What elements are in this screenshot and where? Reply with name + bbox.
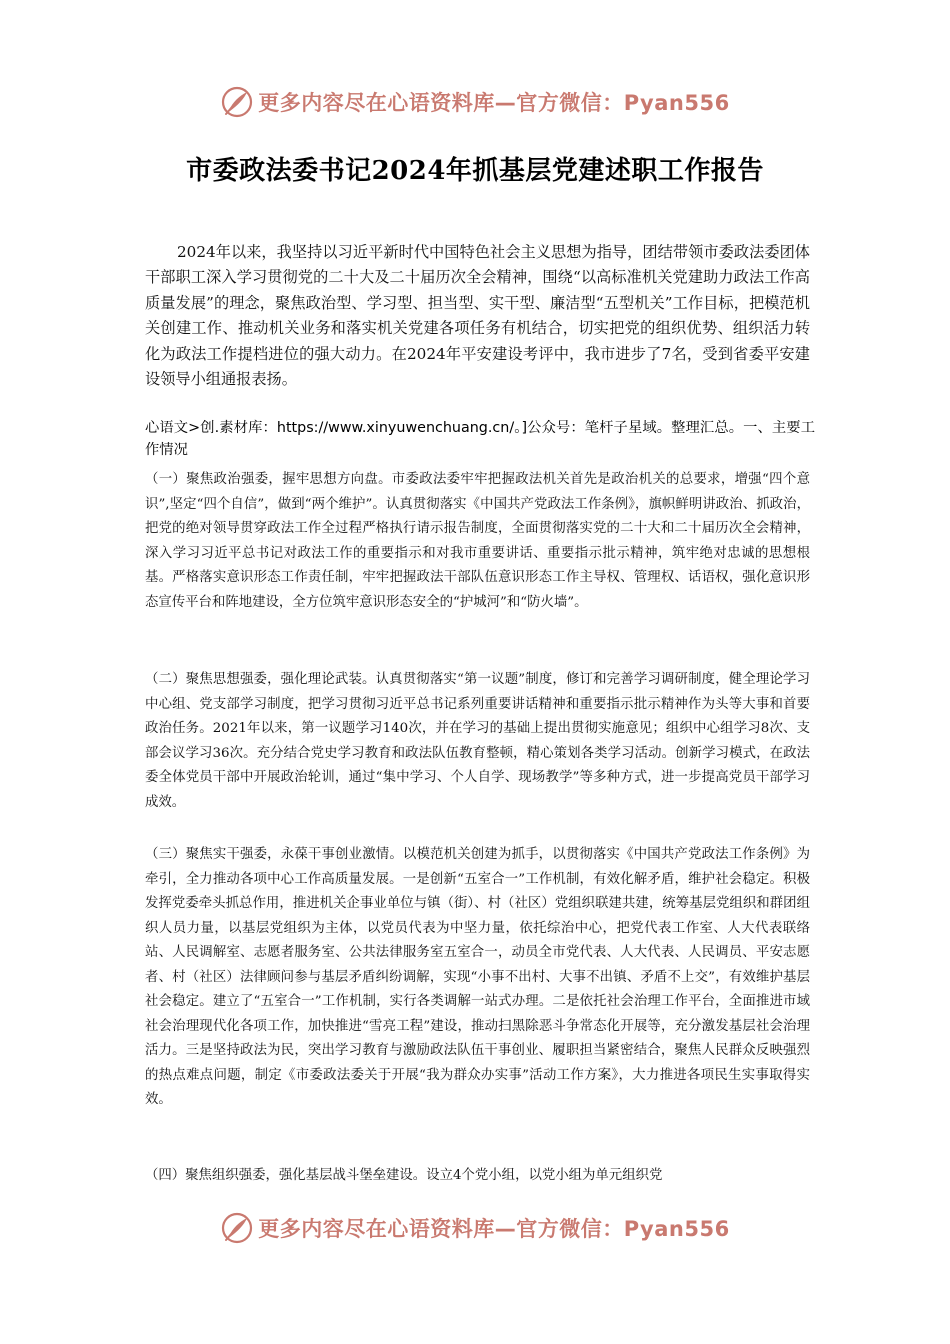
section-paragraph: （二）聚焦思想强委，强化理论武装。认真贯彻落实“第一议题”制度，修订和完善学习调研制度，健全理论学习中心组、党支部学习制度，把学习贯彻习近平总书记系列重要讲话精神和重要指示批示精神作为头等大事和首要政治任务。2021年以来，第一议题学习140次，并在学习的基础上提出贯彻实施意见；组织中心组学习8次、支部会议学习36次。充分结合党史学习教育和政法队伍教育整顿，精心策划各类学习活动。创新学习模式，在政法委全体党员干部中开展政治轮训，通过“集中学习、个人自学、现场教学”等多种方式，进一步提高党员干部学习成效。 bbox=[145, 672, 810, 810]
section-paragraph: （一）聚焦政治强委，握牢思想方向盘。市委政法委牢牢把握政法机关首先是政治机关的总要求，增强“四个意识”,坚定“四个自信”，做到“两个维护”。认真贯彻落实《中国共产党政法工作条例》，旗帜鲜明讲政治、抓政治，把党的绝对领导贯穿政法工作全过程严格执行请示报告制度，全面贯彻落实党的二十大和二十届历次全会精神，深入学习习近平总书记对政法工作的重要指示和对我市重要讲话、重要指示批示精神，筑牢绝对忠诚的思想根基。严格落实意识形态工作责任制，牢牢把握政法干部队伍意识形态工作主导权、管理权、话语权，强化意识形态宣传平台和阵地建设，全方位筑牢意识形态安全的“护城河”和“防火墙”。 bbox=[145, 472, 810, 610]
watermark-text: 更多内容尽在心语资料库—官方微信：Pyan556 bbox=[258, 91, 730, 115]
source-and-heading-line: 心语文>创.素材库：https://www.xinyuwenchuang.cn/。]公众号：笔杆子星域。整理汇总。一、主要工作情况 bbox=[145, 420, 815, 458]
pen-leaf-logo-icon bbox=[220, 85, 254, 119]
section-paragraph: （四）聚焦组织强委，强化基层战斗堡垒建设。设立4个党小组，以党小组为单元组织党 bbox=[145, 1168, 663, 1183]
watermark-text: 更多内容尽在心语资料库—官方微信：Pyan556 bbox=[258, 1217, 730, 1241]
document-title: 市委政法委书记2024年抓基层党建述职工作报告 bbox=[186, 156, 764, 186]
pen-leaf-logo-icon bbox=[220, 1211, 254, 1245]
header-watermark-banner bbox=[0, 82, 950, 122]
intro-paragraph: 2024年以来，我坚持以习近平新时代中国特色社会主义思想为指导，团结带领市委政法委团体干部职工深入学习贯彻党的二十大及二十届历次全会精神，围绕“以高标准机关党建助力政法工作高质量发展”的理念，聚焦政治型、学习型、担当型、实干型、廉洁型“五型机关”工作目标，把模范机关创建工作、推动机关业务和落实机关党建各项任务有机结合，切实把党的组织优势、组织活力转化为政法工作提档进位的强大动力。在2024年平安建设考评中，我市进步了7名，受到省委平安建设领导小组通报表扬。 bbox=[145, 243, 810, 389]
footer-watermark-banner bbox=[0, 1208, 950, 1248]
section-paragraph: （三）聚焦实干强委，永葆干事创业激情。以模范机关创建为抓手，以贯彻落实《中国共产党政法工作条例》为牵引，全力推动各项中心工作高质量发展。一是创新“五室合一”工作机制，有效化解矛盾，维护社会稳定。积极发挥党委牵头抓总作用，推进机关企事业单位与镇（街）、村（社区）党组织联建共建，统筹基层党组织和群团组织人员力量，以基层党组织为主体，以党员代表为中坚力量，依托综治中心，把党代表工作室、人大代表联络站、人民调解室、志愿者服务室、公共法律服务室五室合一，动员全市党代表、人大代表、人民调员、平安志愿者、村（社区）法律顾问参与基层矛盾纠纷调解，实现“小事不出村、大事不出镇、矛盾不上交”，有效维护基层社会稳定。建立了“五室合一”工作机制，实行各类调解一站式办理。二是依托社会治理工作平台，全面推进市域社会治理现代化各项工作，加快推进“雪亮工程”建设，推动扫黑除恶斗争常态化开展等，充分激发基层社会治理活力。三是坚持政法为民，突出学习教育与激励政法队伍干事创业、履职担当紧密结合，聚焦人民群众反映强烈的热点难点问题，制定《市委政法委关于开展“我为群众办实事”活动工作方案》，大力推进各项民生实事取得实效。 bbox=[145, 847, 810, 1107]
